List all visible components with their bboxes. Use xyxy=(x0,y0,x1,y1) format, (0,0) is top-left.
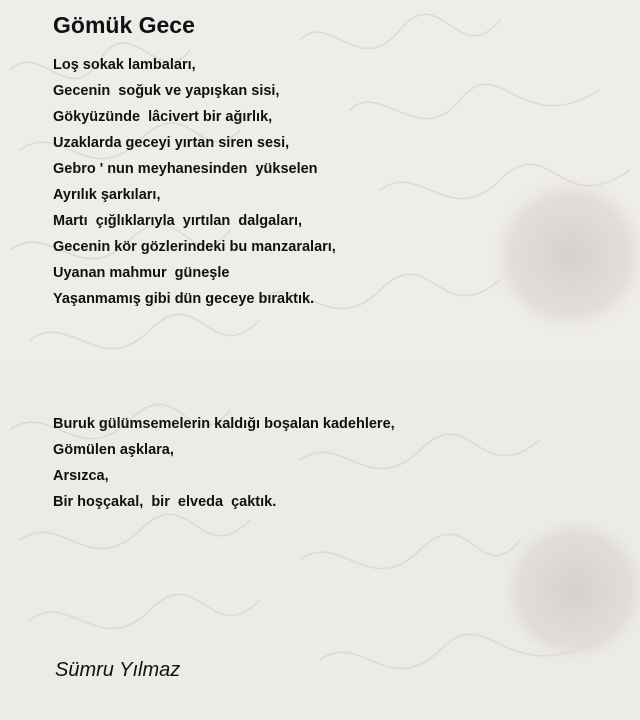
poem-line: Gebro ' nun meyhanesinden yükselen xyxy=(53,161,318,177)
poem-line: Gömülen aşklara, xyxy=(53,442,174,458)
poem-line: Buruk gülümsemelerin kaldığı boşalan kadehlere, xyxy=(53,416,395,432)
poem-line: Gecenin soğuk ve yapışkan sisi, xyxy=(53,83,280,99)
poem-line: Ayrılık şarkıları, xyxy=(53,187,161,203)
poem-line: Uyanan mahmur güneşle xyxy=(53,265,230,281)
poem-title: Gömük Gece xyxy=(53,12,195,38)
poem-author: Sümru Yılmaz xyxy=(55,659,181,681)
poem-line: Bir hoşçakal, bir elveda çaktık. xyxy=(53,494,277,510)
poem-line: Arsızca, xyxy=(53,468,109,484)
poem-line: Loş sokak lambaları, xyxy=(53,57,196,73)
poem-line: Yaşanmamış gibi dün geceye bıraktık. xyxy=(53,291,315,307)
poem-line: Uzaklarda geceyi yırtan siren sesi, xyxy=(53,135,290,151)
stanza-1 xyxy=(53,52,336,312)
poem-line: Gecenin kör gözlerindeki bu manzaraları, xyxy=(53,239,336,255)
poem-line: Gökyüzünde lâcivert bir ağırlık, xyxy=(53,109,273,125)
stanza-2 xyxy=(53,411,395,515)
poem-line: Martı çığlıklarıyla yırtılan dalgaları, xyxy=(53,213,303,229)
